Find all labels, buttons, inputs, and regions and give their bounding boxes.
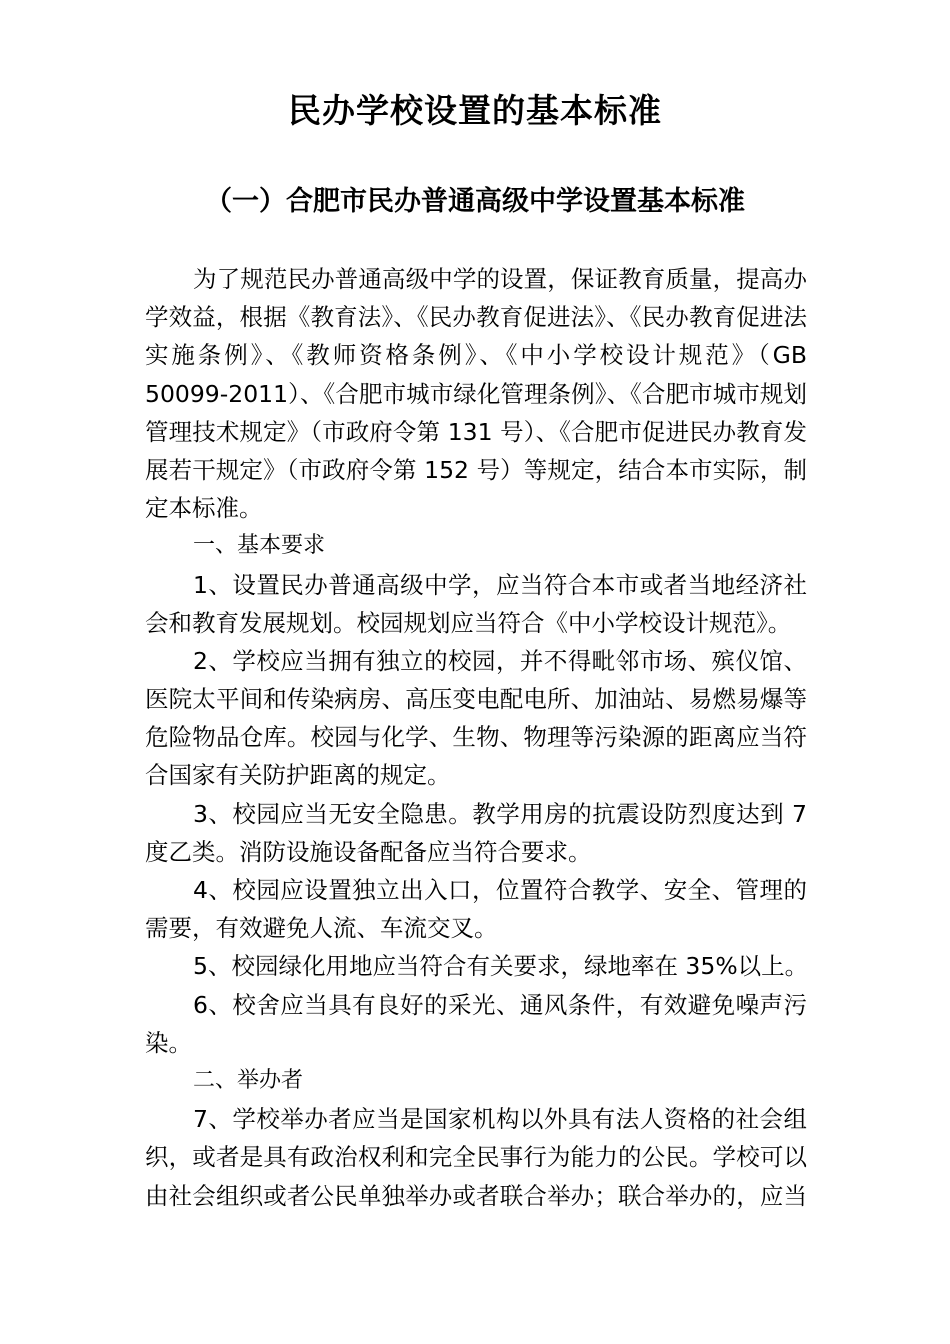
paragraph-line: 50099-2011）、《合肥市城市绿化管理条例》、《合肥市城市规划: [145, 379, 807, 408]
paragraph-line: 需要，有效避免人流、车流交叉。: [145, 914, 498, 943]
paragraph-line: 7、学校举办者应当是国家机构以外具有法人资格的社会组: [193, 1105, 807, 1134]
paragraph-line: 实施条例》、《教师资格条例》、《中小学校设计规范》（GB: [145, 341, 807, 370]
document-subtitle: （一）合肥市民办普通高级中学设置基本标准: [205, 186, 745, 217]
paragraph-line: 2、学校应当拥有独立的校园，并不得毗邻市场、殡仪馆、: [193, 646, 807, 675]
paragraph-line: 织，或者是具有政治权利和完全民事行为能力的公民。学校可以: [145, 1143, 807, 1172]
paragraph-line: 会和教育发展规划。校园规划应当符合《中小学校设计规范》。: [145, 608, 792, 637]
paragraph-line: 危险物品仓库。校园与化学、生物、物理等污染源的距离应当符: [145, 723, 807, 752]
paragraph-line: 4、校园应设置独立出入口，位置符合教学、安全、管理的: [193, 876, 807, 904]
paragraph-line: 学效益，根据《教育法》、《民办教育促进法》、《民办教育促进法: [145, 303, 807, 332]
item-1-paragraph: [145, 566, 807, 642]
paragraph-line: 1、设置民办普通高级中学，应当符合本市或者当地经济社: [193, 570, 807, 599]
item-7-paragraph: [145, 1100, 807, 1215]
document-body: [145, 260, 807, 1215]
paragraph-line: 管理技术规定》（市政府令第 131 号）、《合肥市促进民办教育发: [145, 417, 807, 446]
paragraph-line: 为了规范民办普通高级中学的设置，保证教育质量，提高办: [193, 265, 807, 293]
item-3-paragraph: [145, 795, 807, 871]
paragraph-line: 染。: [145, 1028, 192, 1057]
document-title: 民办学校设置的基本标准: [288, 91, 662, 130]
item-6-paragraph: [145, 986, 807, 1062]
paragraph-line: 由社会组织或者公民单独举办或者联合举办；联合举办的，应当: [145, 1181, 807, 1210]
paragraph-line: 医院太平间和传染病房、高压变电配电所、加油站、易燃易爆等: [145, 685, 807, 714]
paragraph-line: 定本标准。: [145, 494, 263, 523]
section-heading-basic-requirements: 一、基本要求: [193, 533, 326, 559]
paragraph-line: 展若干规定》（市政府令第 152 号）等规定，结合本市实际，制: [145, 455, 807, 484]
paragraph-line: 5、校园绿化用地应当符合有关要求，绿地率在 35%以上。: [193, 952, 809, 981]
paragraph-line: 6、校舍应当具有良好的采光、通风条件，有效避免噪声污: [193, 990, 807, 1019]
item-4-paragraph: [145, 871, 807, 947]
intro-paragraph: [145, 260, 807, 527]
item-2-paragraph: [145, 642, 807, 795]
paragraph-line: 度乙类。消防设施设备配备应当符合要求。: [145, 837, 592, 866]
paragraph-line: 3、校园应当无安全隐患。教学用房的抗震设防烈度达到 7: [193, 799, 807, 828]
paragraph-line: 合国家有关防护距离的规定。: [145, 761, 451, 790]
item-5-paragraph: [145, 947, 807, 985]
section-heading-organizer: 二、举办者: [193, 1067, 304, 1093]
